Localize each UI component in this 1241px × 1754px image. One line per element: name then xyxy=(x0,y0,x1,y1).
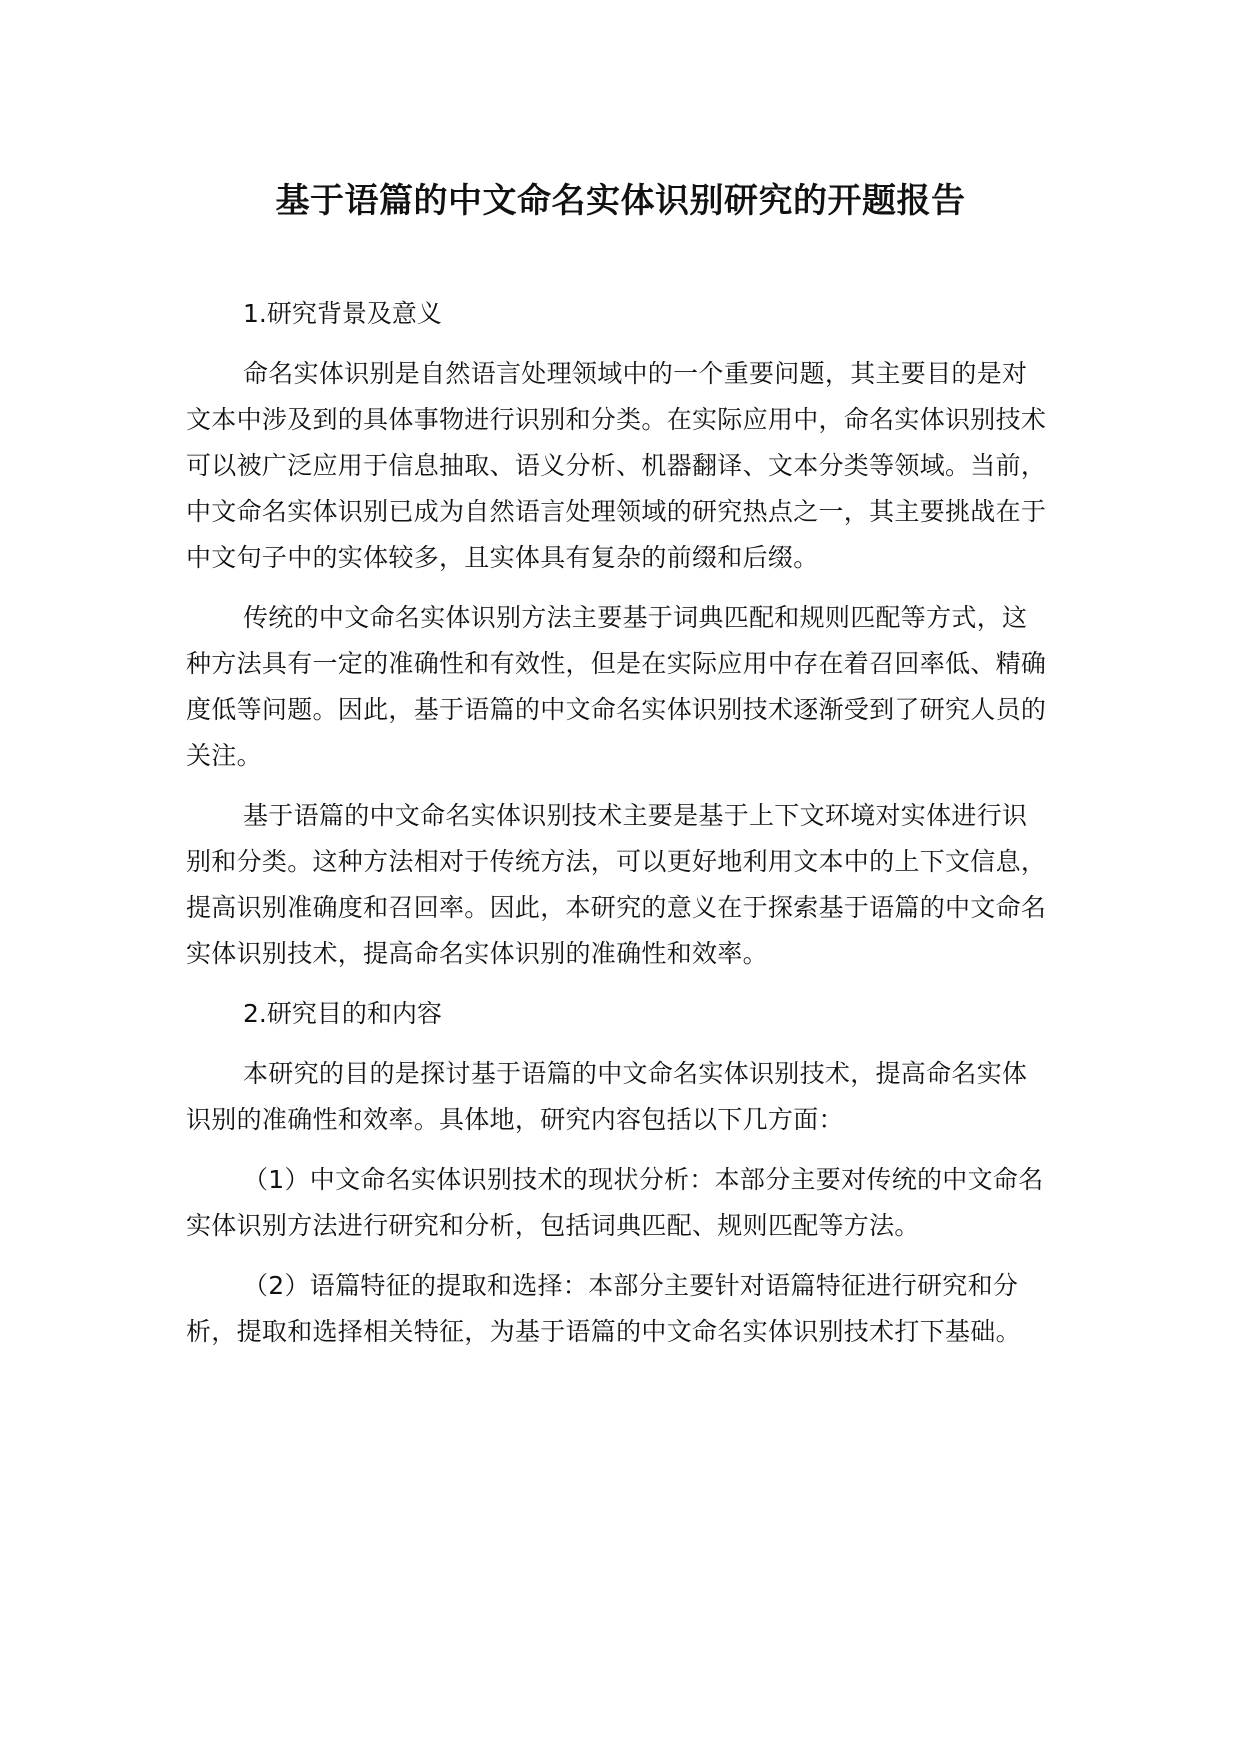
document-body xyxy=(186,291,1051,1369)
paragraph-objectives-intro: 本研究的目的是探讨基于语篇的中文命名实体识别技术，提高命名实体识别的准确性和效率。具体地，研究内容包括以下几方面： xyxy=(186,1059,1028,1134)
paragraph-background-1: 命名实体识别是自然语言处理领域中的一个重要问题，其主要目的是对文本中涉及到的具体事物进行识别和分类。在实际应用中，命名实体识别技术可以被广泛应用于信息抽取、语义分析、机器翻译、文本分类等领域。当前，中文命名实体识别已成为自然语言处理领域的研究热点之一，其主要挑战在于中文句子中的实体较多，且实体具有复杂的前缀和后缀。 xyxy=(186,359,1047,572)
section-heading-background: 1.研究背景及意义 xyxy=(243,299,442,328)
list-item-status-analysis: （1）中文命名实体识别技术的现状分析：本部分主要对传统的中文命名实体识别方法进行研究和分析，包括词典匹配、规则匹配等方法。 xyxy=(186,1165,1044,1240)
list-item-feature-extraction: （2）语篇特征的提取和选择：本部分主要针对语篇特征进行研究和分析，提取和选择相关特征，为基于语篇的中文命名实体识别技术打下基础。 xyxy=(186,1271,1021,1346)
document-title: 基于语篇的中文命名实体识别研究的开题报告 xyxy=(275,181,966,221)
paragraph-background-2: 传统的中文命名实体识别方法主要基于词典匹配和规则匹配等方式，这种方法具有一定的准确性和有效性，但是在实际应用中存在着召回率低、精确度低等问题。因此，基于语篇的中文命名实体识别技术逐渐受到了研究人员的关注。 xyxy=(186,603,1047,770)
section-heading-objectives: 2.研究目的和内容 xyxy=(243,999,442,1028)
paragraph-background-3: 基于语篇的中文命名实体识别技术主要是基于上下文环境对实体进行识别和分类。这种方法相对于传统方法，可以更好地利用文本中的上下文信息，提高识别准确度和召回率。因此，本研究的意义在于探索基于语篇的中文命名实体识别技术，提高命名实体识别的准确性和效率。 xyxy=(186,801,1047,968)
